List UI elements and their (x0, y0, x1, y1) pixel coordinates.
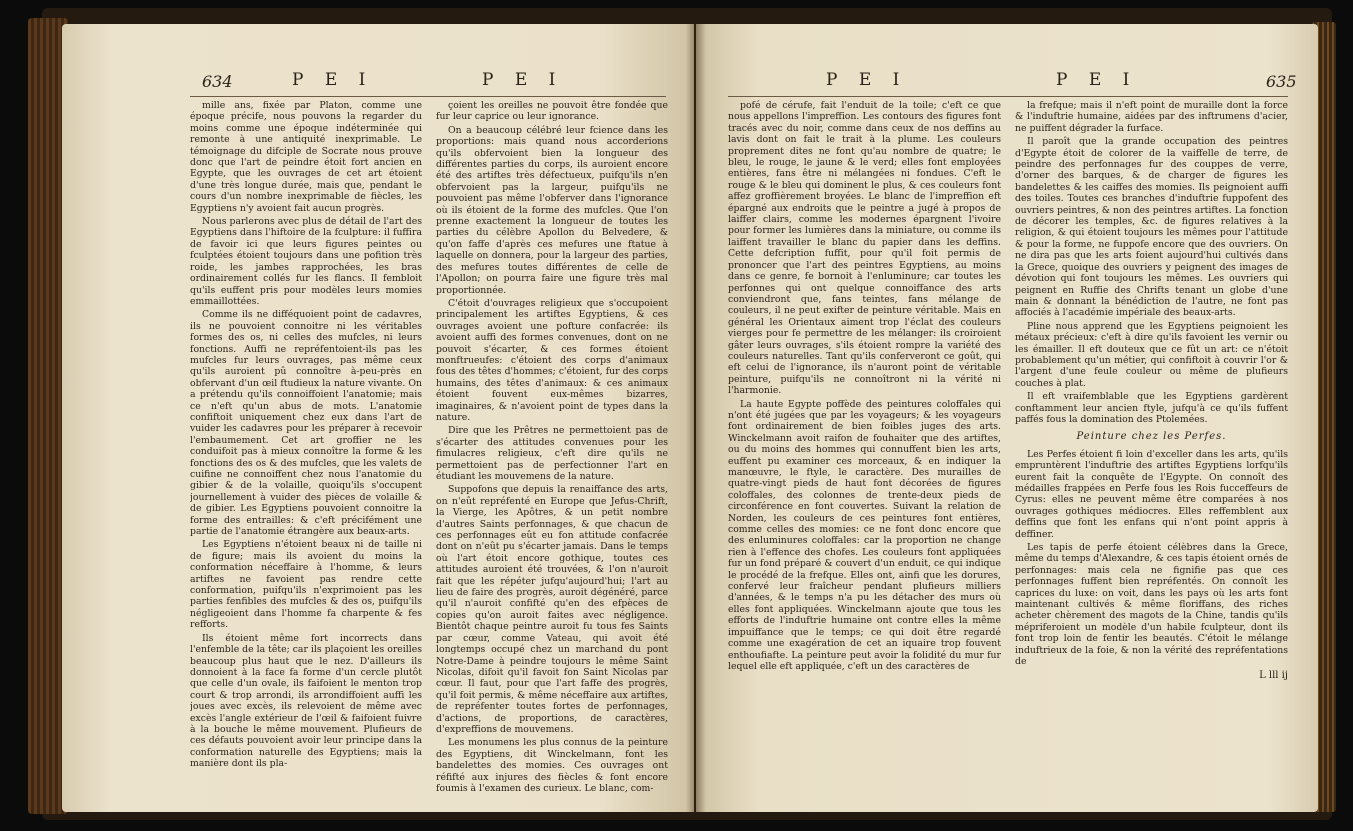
paragraph: C'étoit d'ouvrages religieux que s'occupoient principalement les artiftes Egyptiens, & ces ouvrages avoient une pofture confacrée: ils avoient auffi des formes convenues, dont on ne pouvoit s'écarter, & ces formes étoient monftrueufes: c'étoient des corps d'animaux fous des têtes d'hommes; c'étoient, fur des corps humains, des têtes d'animaux: & ces animaux étoient fouvent eux-mêmes bizarres, imaginaires, & n'avoient point de types dans la nature. (436, 297, 668, 423)
right-head-rule (728, 96, 1288, 97)
paragraph: Nous parlerons avec plus de détail de l'art des Egyptiens dans l'hiftoire de la fculpture: il fuffira de favoir ici que leurs figures peintes ou fculptées étoient toujours dans une pofition très roide, les jambes rapprochées, les bras ordinairement collés fur les flancs. Il fembloit qu'ils euffent pris pour modèles leurs momies emmaillottées. (190, 216, 422, 307)
right-running-head-1: P E I (826, 70, 908, 90)
paragraph: la frefque; mais il n'eft point de muraille dont la force & l'induftrie humaine, aidées par des inftrumens d'acier, ne puiffent dégrader la furface. (1015, 100, 1288, 134)
right-page-number: 635 (1266, 72, 1297, 91)
left-running-head-1: P E I (292, 70, 374, 90)
section-title: Peinture chez les Perfes. (1076, 431, 1227, 443)
left-column-2 (436, 100, 668, 800)
right-column-2 (1015, 100, 1288, 800)
paragraph: Pline nous apprend que les Egyptiens peignoient les métaux précieux: c'eft à dire qu'ils favoient les vernir ou les émailler. Il eft douteux que ce fût un art: ce n'étoit probablement qu'un métier, qui confiftoit à couvrir l'or & l'argent d'une feule couleur ou même de plufieurs couches à plat. (1015, 320, 1288, 389)
paragraph: Les Egyptiens n'étoient beaux ni de taille ni de figure; mais ils avoient du moins la conformation néceffaire à l'homme, & leurs artiftes ne favoient pas rendre cette conformation, puifqu'ils n'exprimoient pas les parties fenfibles des mufcles & des os, puifqu'ils négligeoient dans l'homme fa charpente & fes refforts. (190, 539, 422, 631)
right-columns (728, 100, 1288, 800)
paragraph: La haute Egypte poffède des peintures coloffales qui n'ont été jugées que par les voyageurs; & les voyageurs font ordinairement de bien foibles juges des arts. Winckelmann avoit raifon de fouhaiter que des artiftes, ou du moins des hommes qui connuffent bien les arts, euffent pu examiner ces morceaux, & en indiquer la manœuvre, le ftyle, le caractère. Des murailles de quatre-vingt pieds de haut font décorées de figures coloffales, des colonnes de trente-deux pieds de circonférence en font couvertes. Suivant la relation de Norden, les couleurs de ces peintures font entières, comme celles des momies: ce ne font donc encore que des enluminures coloffales: car la proportion ne change rien à l'effence des chofes. Les couleurs font appliquées fur un fond préparé & couvert d'un enduit, ce qui indique le procédé de la frefque. Elles ont, ainfi que les dorures, confervé leur fraîcheur pendant plufieurs milliers d'années, & le temps n'a pu les détacher des murs où elles font appliquées. Winckelmann ajoute que tous les efforts de l'induftrie humaine ont contre elles la même impuiffance que le temps; ce qui doit être regardé comme une exagération de cet an iquaire trop fouvent enthoufiafte. La peinture peut avoir la folidité du mur fur lequel elle eft appliquée, c'eft un des caractères de (728, 398, 1001, 672)
left-page-number: 634 (202, 72, 233, 91)
paragraph: Les monumens les plus connus de la peinture des Egyptiens, dit Winckelmann, font les bandelettes des momies. Ces ouvrages ont réfifté aux injures des fiècles & font encore foumis à l'examen des curieux. Le blanc, com- (436, 737, 668, 794)
paragraph: Ils étoient même fort incorrects dans l'enfemble de la tête; car ils plaçoient les oreilles beaucoup plus haut que le nez. D'ailleurs ils donnoient à la face fa forme d'un cercle plutôt que celle d'un ovale, ils faifoient le menton trop court & trop arrondi, ils arrondiffoient auffi les joues avec excès, ils relevoient de même avec excès l'angle extérieur de l'œil & faifoient fuivre à la bouche le même mouvement. Plufieurs de ces défauts pouvoient avoir leur principe dans la conformation naturelle des Egyptiens; mais la manière dont ils pla- (190, 632, 422, 770)
paragraph: Il paroît que la grande occupation des peintres d'Egypte étoit de colorer de la vaiffelle de terre, de peindre des perfonnages fur des couppes de verre, d'orner des barques, & de charger de figures les bandelettes & les caiffes des momies. Ils peignoient auffi des toiles. Toutes ces branches d'induftrie fuppofent des ouvriers peintres, & non des peintres artiftes. La fonction de décorer les temples, &c. de figures relatives à la religion, & qui étoient toujours les mêmes pour l'attitude & pour la forme, ne fuppofe encore que des ouvriers. On ne dira pas que les arts foient aujourd'hui cultivés dans la Grece, quoique des ouvriers y peignent des images de dévotion qui font toujours les mêmes. Les ouvriers qui peignent en Ruffie des Chrifts tenant un globe d'une main & donnant la bénédiction de l'autre, ne font pas affociés à l'académie impériale des beaux-arts. (1015, 136, 1288, 319)
left-head-rule (190, 96, 666, 97)
left-columns (190, 100, 668, 800)
paragraph: Les tapis de perfe étoient célèbres dans la Grece, même du temps d'Alexandre, & ces tapis étoient ornés de perfonnages: mais cela ne fignifie pas que ces perfonnages fuffent bien repréfentés. On connoît les caprices du luxe: on voit, dans les pays où les arts font maintenant cultivés & même floriffans, des riches acheter chèrement des magots de la Chine, tandis qu'ils mépriferoient un modèle d'un habile fculpteur, dont ils font trop loin de fentir les beautés. C'étoit le mélange induftrieux de la foie, & non la vérité des repréfentations de (1015, 542, 1288, 668)
right-running-head-2: P E I (1056, 70, 1138, 90)
paragraph: mille ans, fixée par Platon, comme une époque précife, nous pouvons la regarder du moins comme une époque indéterminée qui remonte à une antiquité inexprimable. Le témoignage du difciple de Socrate nous prouve donc que l'art de peindre étoit fort ancien en Egypte, que les ouvrages de cet art étoient d'une très longue durée, mais que, pendant le cours d'un nombre inexprimable de fiècles, les Egyptiens n'y avoient fait aucun progrès. (190, 100, 422, 214)
left-column-1 (190, 100, 422, 800)
paragraph: pofé de cérufe, fait l'enduit de la toile; c'eft ce que nous appellons l'impreffion. Les contours des figures font tracés avec du noir, comme dans ceux de nos deffins au lavis dont on fait le trait à la plume. Les couleurs proprement dites ne font qu'au nombre de quatre; le bleu, le rouge, le jaune & le verd; elles font employées entières, fans être ni mélangées ni fondues. C'eft le rouge & le bleu qui dominent le plus, & ces couleurs font affez groffièrement broyées. Le blanc de l'impreffion eft épargné aux endroits que le peintre a jugé à propos de laiffer clairs, comme les modernes épargnent l'ivoire pour former les lumières dans la miniature, ou comme ils laiffent travailler le blanc du papier dans les deffins. Cette defcription fuffit, pour qu'il foit permis de prononcer que l'art des peintres Egyptiens, au moins dans ce genre, fe bornoit à l'enluminure; car toutes les perfonnes qui ont quelque connoiffance des arts conviendront que, fans teintes, fans mélange de couleurs, il ne peut exifter de peinture véritable. Mais en général les Orientaux aiment trop l'éclat des couleurs vierges pour fe permettre de les mélanger: ils croiroient gâter leurs ouvrages, s'ils étoient rompre la variété des couleurs naturelles. Tant qu'ils conferveront ce goût, qui eft celui de l'ignorance, ils n'auront point de véritable peinture, puifqu'ils ne connoîtront ni la vérité ni l'harmonie. (728, 100, 1001, 397)
book-gutter (686, 24, 706, 812)
paragraph: Comme ils ne difféquoient point de cadavres, ils ne pouvoient connoitre ni les véritables formes des os, ni celles des mufcles, ni leurs fonctions. Auffi ne repréfentoient-ils pas les mufcles fur leurs ouvrages, pas même ceux qu'ils auroient pû connoître à-peu-près en obfervant d'un œil ftudieux la nature vivante. On a prétendu qu'ils connoiffoient l'anatomie; mais ce n'eft qu'un abus de mots. L'anatomie confiftoit uniquement chez eux dans l'art de vuider les cadavres pour les préparer à recevoir l'embaumement. Cet art groffier ne les conduifoit pas à mieux connoître la forme & les fonctions des os & des mufcles, que les valets de cuifine ne connoiffent chez nous l'anatomie du gibier & de la volaille, quoiqu'ils s'occupent journellement à vuider des pièces de volaille & de gibier. Les Egyptiens pouvoient connoitre la forme des entrailles: & c'eft précifément une partie de l'anatomie étrangère aux beaux-arts. (190, 309, 422, 538)
paragraph: Il eft vraifemblable que les Egyptiens gardèrent conftamment leur ancien ftyle, jufqu'à ce qu'ils fuffent paffés fous la domination des Ptolemées. (1015, 391, 1288, 425)
paragraph: Suppofons que depuis la renaiffance des arts, on n'eût repréfenté en Europe que Jefus-Chrift, la Vierge, les Apôtres, & un petit nombre d'autres Saints perfonnages, & que chacun de ces perfonnages eût eu fon attitude confacrée dont on n'eût pu s'écarter jamais. Dans le temps où l'art étoit encore gothique, toutes ces attitudes auroient été trouvées, & l'on n'auroit fait que les répéter jufqu'aujourd'hui; l'art au lieu de faire des progrès, auroit dégénéré, parce qu'il n'auroit confifté qu'en des efpèces de copies qu'on auroit faites avec négligence. Bientôt chaque peintre auroit fu tous fes Saints par cœur, comme Vateau, qui avoit été longtemps occupé chez un marchand du pont Notre-Dame à peindre toujours le même Saint Nicolas, difoit qu'il favoit fon Saint Nicolas par cœur. Il faut, pour que l'art faffe des progrès, qu'il foit permis, & même néceffaire aux artiftes, de repréfenter toutes fortes de perfonnages, d'actions, de proportions, de caractères, d'expreffions de mouvemens. (436, 484, 668, 735)
paragraph: Dire que les Prêtres ne permettoient pas de s'écarter des attitudes convenues pour les fimulacres religieux, c'eft dire qu'ils ne permettoient pas de perfectionner l'art en étudiant les mouvemens de la nature. (436, 425, 668, 482)
paragraph: On a beaucoup célébré leur fcience dans les proportions: mais quand nous accorderions qu'ils obfervoient bien la longueur des différentes parties du corps, ils auroient encore été des artiftes très défectueux, puifqu'ils n'en obfervoient pas la largeur, puifqu'ils ne pouvoient pas même l'obferver dans l'ignorance où ils étoient de la forme des mufcles. Que l'on prenne exactement la longueur de toutes les parties du célèbre Apollon du Belvedere, & qu'on faffe d'après ces mefures une ftatue à laquelle on donnera, pour la largeur des parties, des mefures toutes différentes de celle de l'Apollon; on pourra faire une figure très mal proportionnée. (436, 124, 668, 296)
right-column-1 (728, 100, 1001, 800)
left-running-head-2: P E I (482, 70, 564, 90)
left-page (62, 24, 694, 812)
right-page (696, 24, 1318, 812)
paragraph: Les Perfes étoient fi loin d'exceller dans les arts, qu'ils empruntèrent l'induftrie des artiftes Egyptiens lorfqu'ils eurent fait la conquête de l'Egypte. On connoît des médailles frappées en Perfe fous les Rois fucceffeurs de Cyrus: elles ne peuvent même être comparées à nos ouvrages gothiques médiocres. Elles reffemblent aux deffins que font les enfans qui n'ont point appris à deffiner. (1015, 448, 1288, 540)
signature-mark: L lll ij (1259, 669, 1288, 681)
paragraph: çoient les oreilles ne pouvoit être fondée que fur leur caprice ou leur ignorance. (436, 100, 668, 123)
